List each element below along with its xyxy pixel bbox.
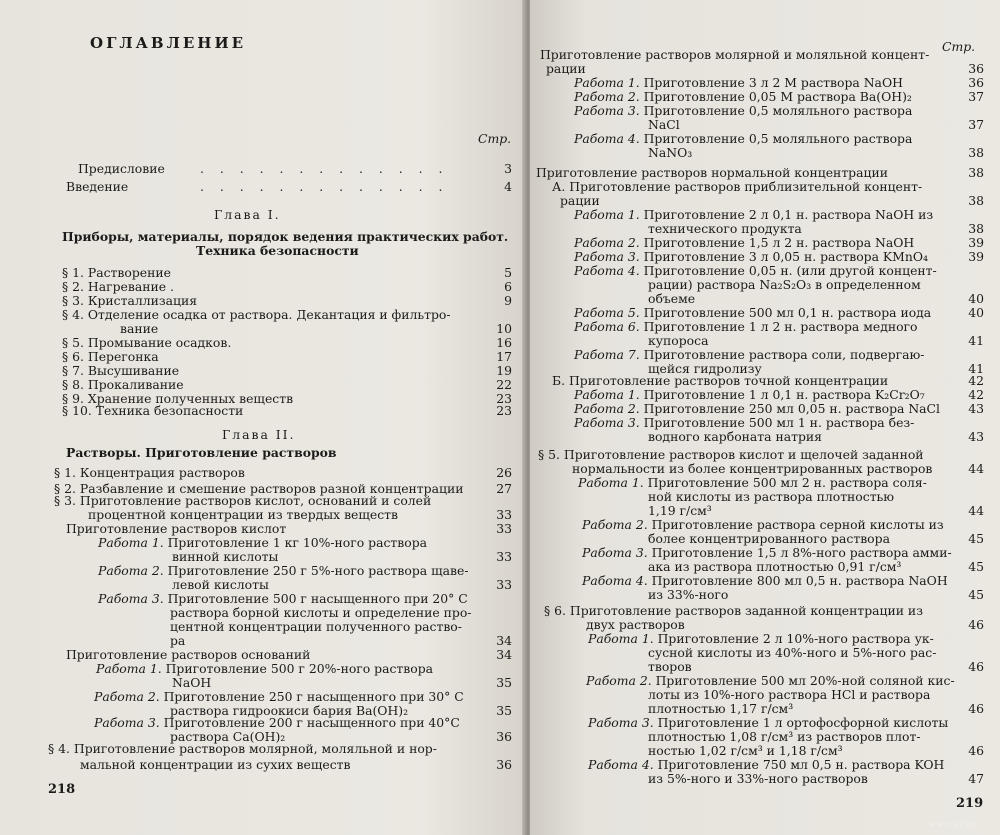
toc-preface-page: 3: [504, 161, 512, 176]
toc-entry-page: 17: [496, 349, 512, 364]
watermark: www.ay.by: [928, 820, 976, 830]
toc-entry-page: 44: [968, 461, 984, 476]
toc-title: ОГЛАВЛЕНИЕ: [90, 34, 247, 52]
toc-entry: Работа 7. Приготовление раствора соли, подвергаю-: [574, 347, 925, 362]
toc-entry: § 7. Высушивание: [62, 363, 180, 378]
page-column-label: Стр.: [478, 131, 512, 146]
toc-entry-page: 38: [968, 145, 984, 160]
toc-entry: из 33%-ного: [648, 587, 729, 602]
toc-entry: сусной кислоты из 40%-ного и 5%-ного рас-: [648, 645, 937, 660]
toc-entry: Работа 3. Приготовление 500 г насыщенного при 20° С: [98, 591, 468, 606]
toc-entry: рации) раствора Na₂S₂O₃ в определенном: [648, 277, 921, 292]
toc-entry: Работа 3. Приготовление 1 л ортофосфорной кислоты: [588, 715, 949, 730]
toc-entry: лоты из 10%-ного раствора HCl и раствора: [648, 687, 931, 702]
toc-entry: Работа 1. Приготовление 500 г 20%-ного раствора: [96, 661, 434, 676]
toc-entry: Работа 2. Приготовление 250 мл 0,05 н. раствора NaCl: [574, 401, 941, 416]
toc-entry-page: 42: [968, 387, 984, 402]
toc-entry: мальной концентрации из сухих веществ: [80, 757, 351, 772]
toc-entry-page: 41: [968, 333, 984, 348]
toc-entry: Работа 3. Приготовление 1,5 л 8%-ного раствора амми-: [582, 545, 952, 560]
toc-entry-page: 45: [968, 559, 984, 574]
toc-entry-page: 46: [968, 701, 984, 716]
toc-entry-page: 36: [496, 757, 512, 772]
chapter1-heading: Глава I.: [214, 207, 281, 222]
toc-entry-page: 6: [504, 279, 512, 294]
toc-entry-page: 40: [968, 305, 984, 320]
toc-entry: NaNO₃: [648, 145, 693, 160]
toc-entry: ака из раствора плотностью 0,91 г/см³: [648, 559, 902, 574]
toc-entry-page: 38: [968, 221, 984, 236]
toc-entry-page: 44: [968, 503, 984, 518]
toc-entry: двух растворов: [586, 617, 685, 632]
toc-entry: Приготовление растворов молярной и моляльной концент-: [540, 47, 930, 62]
toc-entry-page: 45: [968, 531, 984, 546]
toc-entry: Работа 4. Приготовление 750 мл 0,5 н. раствора KOH: [588, 757, 945, 772]
toc-entry: Работа 4. Приготовление 800 мл 0,5 н. раствора NaOH: [582, 573, 948, 588]
toc-entry-page: 39: [968, 235, 984, 250]
toc-entry-page: 38: [968, 193, 984, 208]
toc-entry-page: 45: [968, 587, 984, 602]
toc-entry-page: 22: [496, 377, 512, 392]
toc-entry: центной концентрации полученного раство-: [170, 619, 462, 634]
toc-preface: Предисловие: [78, 161, 165, 176]
toc-entry: Работа 4. Приготовление 0,05 н. (или другой концент-: [574, 263, 937, 278]
leader-dots: . . . . . . . . . . . . .: [200, 161, 449, 176]
toc-entry-page: 5: [504, 265, 512, 280]
chapter2-heading: Глава II.: [222, 427, 296, 442]
toc-entry-page: 36: [968, 61, 984, 76]
toc-intro: Введение: [66, 179, 129, 194]
toc-entry-page: 41: [968, 361, 984, 376]
toc-entry: Работа 2. Приготовление 250 г насыщенного при 30° С: [94, 689, 464, 704]
toc-entry: плотностью 1,08 г/см³ из растворов плот-: [648, 729, 921, 744]
toc-entry: ностью 1,02 г/см³ и 1,18 г/см³: [648, 743, 843, 758]
toc-entry-page: 43: [968, 401, 984, 416]
toc-entry-page: 19: [496, 363, 512, 378]
toc-entry-page: 39: [968, 249, 984, 264]
chapter2-title: Растворы. Приготовление растворов: [66, 445, 337, 460]
toc-entry: Работа 2. Приготовление 1,5 л 2 н. раствора NaOH: [574, 235, 915, 250]
toc-entry: процентной концентрации из твердых веществ: [88, 507, 398, 522]
toc-entry: § 3. Приготовление растворов кислот, оснований и солей: [54, 493, 432, 508]
toc-entry: объеме: [648, 291, 696, 306]
toc-entry-page: 10: [496, 321, 512, 336]
toc-entry-page: 43: [968, 429, 984, 444]
chapter1-title: Приборы, материалы, порядок ведения практических работ.: [62, 229, 509, 244]
toc-entry: § 5. Промывание осадков.: [62, 335, 232, 350]
toc-entry: Работа 1. Приготовление 1 л 0,1 н. раствора K₂Cr₂O₇: [574, 387, 925, 402]
toc-entry: более концентрированного раствора: [648, 531, 890, 546]
toc-entry-page: 36: [496, 729, 512, 744]
toc-entry-page: 23: [496, 391, 512, 406]
toc-entry-page: 38: [968, 165, 984, 180]
toc-entry: Работа 1. Приготовление 2 л 10%-ного раствора ук-: [588, 631, 934, 646]
toc-entry: раствора Ca(OH)₂: [170, 729, 286, 744]
toc-entry: § 2. Разбавление и смешение растворов разной концентрации: [54, 481, 464, 496]
toc-entry-page: 33: [496, 507, 512, 522]
toc-entry: купороса: [648, 333, 709, 348]
toc-intro-page: 4: [504, 179, 512, 194]
toc-entry: творов: [648, 659, 692, 674]
toc-entry-page: 42: [968, 373, 984, 388]
toc-entry: Приготовление растворов оснований: [66, 647, 311, 662]
toc-entry: из 5%-ного и 33%-ного растворов: [648, 771, 868, 786]
toc-entry: § 8. Прокаливание: [62, 377, 184, 392]
toc-entry: Работа 2. Приготовление раствора серной кислоты из: [582, 517, 944, 532]
toc-entry: Работа 3. Приготовление 3 л 0,05 н. раствора KMnO₄: [574, 249, 928, 264]
toc-entry-page: 40: [968, 291, 984, 306]
toc-entry-page: 35: [496, 703, 512, 718]
toc-entry: Работа 5. Приготовление 500 мл 0,1 н. раствора иода: [574, 305, 932, 320]
toc-entry: Работа 6. Приготовление 1 л 2 н. раствора медного: [574, 319, 918, 334]
toc-entry-page: 47: [968, 771, 984, 786]
page-number: 218: [48, 782, 76, 797]
page-column-label: Стр.: [942, 39, 976, 54]
toc-entry: А. Приготовление растворов приблизительной концент-: [552, 179, 923, 194]
toc-entry: 1,19 г/см³: [648, 503, 712, 518]
toc-entry: Работа 4. Приготовление 0,5 моляльного раствора: [574, 131, 913, 146]
toc-entry: § 10. Техника безопасности: [62, 403, 244, 418]
toc-entry-page: 26: [496, 465, 512, 480]
toc-entry: раствора гидроокиси бария Ba(OH)₂: [170, 703, 409, 718]
toc-entry: рации: [560, 193, 600, 208]
toc-entry: § 6. Перегонка: [62, 349, 159, 364]
toc-entry-page: 35: [496, 675, 512, 690]
toc-entry: Работа 2. Приготовление 250 г 5%-ного раствора щаве-: [98, 563, 469, 578]
toc-entry: плотностью 1,17 г/см³: [648, 701, 794, 716]
toc-entry-page: 34: [496, 633, 512, 648]
toc-entry-page: 37: [968, 117, 984, 132]
toc-entry: Работа 3. Приготовление 200 г насыщенного при 40°С: [94, 715, 460, 730]
toc-entry-page: 37: [968, 89, 984, 104]
toc-entry: § 9. Хранение полученных веществ: [62, 391, 294, 406]
toc-entry-page: 9: [504, 293, 512, 308]
toc-entry: рации: [546, 61, 586, 76]
toc-entry: Работа 1. Приготовление 3 л 2 М раствора NaOH: [574, 75, 903, 90]
toc-entry: Работа 3. Приготовление 500 мл 1 н. раствора без-: [574, 415, 915, 430]
toc-entry: левой кислоты: [172, 577, 269, 592]
toc-entry: технического продукта: [648, 221, 802, 236]
toc-entry: § 4. Приготовление растворов молярной, моляльной и нор-: [48, 741, 437, 756]
toc-entry: § 3. Кристаллизация: [62, 293, 198, 308]
toc-entry-page: 16: [496, 335, 512, 350]
toc-entry-page: 23: [496, 403, 512, 418]
right-page: [530, 0, 1000, 835]
toc-entry: Приготовление растворов кислот: [66, 521, 287, 536]
toc-entry: § 6. Приготовление растворов заданной концентрации из: [544, 603, 923, 618]
toc-entry: нормальности из более концентрированных растворов: [572, 461, 933, 476]
toc-entry: Работа 1. Приготовление 2 л 0,1 н. раствора NaOH из: [574, 207, 934, 222]
leader-dots: . . . . . . . . . . . . .: [200, 179, 449, 194]
toc-entry-page: 33: [496, 549, 512, 564]
toc-entry: раствора борной кислоты и определение про-: [170, 605, 472, 620]
toc-entry: Приготовление растворов нормальной концентрации: [536, 165, 888, 180]
toc-entry: ной кислоты из раствора плотностью: [648, 489, 895, 504]
toc-entry-page: 27: [496, 481, 512, 496]
toc-entry: Работа 3. Приготовление 0,5 моляльного раствора: [574, 103, 913, 118]
toc-entry: § 4. Отделение осадка от раствора. Декантация и фильтро-: [62, 307, 451, 322]
toc-entry-page: 46: [968, 743, 984, 758]
toc-entry: вание: [120, 321, 159, 336]
toc-entry: § 1. Концентрация растворов: [54, 465, 245, 480]
toc-entry: Работа 1. Приготовление 500 мл 2 н. раствора соля-: [578, 475, 927, 490]
toc-entry-page: 36: [968, 75, 984, 90]
toc-entry-page: 46: [968, 659, 984, 674]
toc-entry: NaCl: [648, 117, 680, 132]
toc-entry-page: 46: [968, 617, 984, 632]
toc-entry: Работа 2. Приготовление 500 мл 20%-ной соляной кис-: [586, 673, 955, 688]
toc-entry: NaOH: [172, 675, 212, 690]
toc-entry: Работа 2. Приготовление 0,05 М раствора Ba(OH)₂: [574, 89, 912, 104]
toc-entry: щейся гидролизу: [648, 361, 762, 376]
toc-entry-page: 34: [496, 647, 512, 662]
toc-entry: ра: [170, 633, 186, 648]
toc-entry: винной кислоты: [172, 549, 279, 564]
toc-entry-page: 33: [496, 521, 512, 536]
toc-entry: § 1. Растворение: [62, 265, 171, 280]
chapter1-title: Техника безопасности: [196, 243, 359, 258]
page-number: 219: [956, 796, 984, 811]
toc-entry: Б. Приготовление растворов точной концентрации: [552, 373, 889, 388]
toc-entry: § 2. Нагревание .: [62, 279, 174, 294]
toc-entry: § 5. Приготовление растворов кислот и щелочей заданной: [538, 447, 924, 462]
toc-entry: водного карбоната натрия: [648, 429, 822, 444]
toc-entry-page: 33: [496, 577, 512, 592]
toc-entry: Работа 1. Приготовление 1 кг 10%-ного раствора: [98, 535, 428, 550]
